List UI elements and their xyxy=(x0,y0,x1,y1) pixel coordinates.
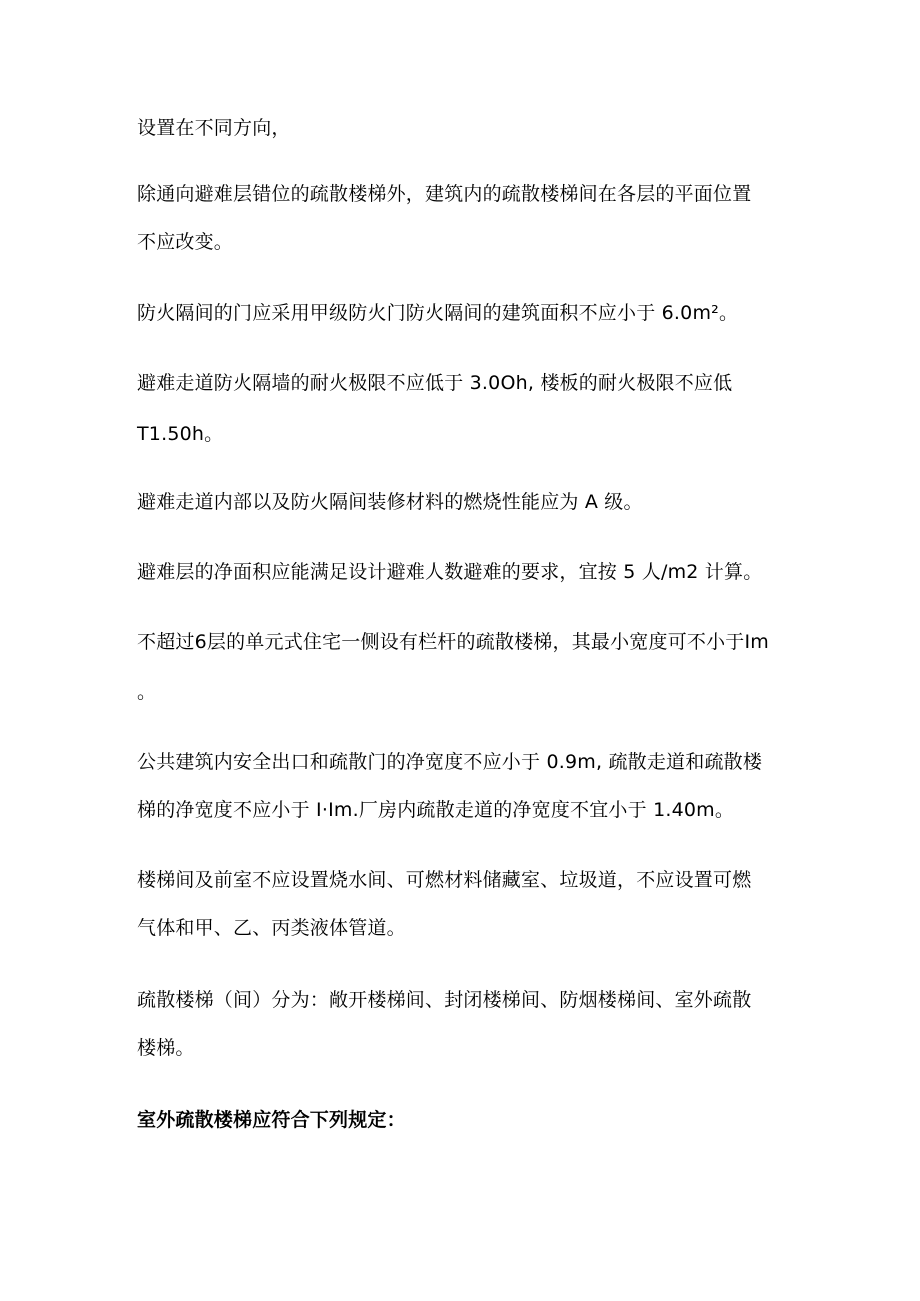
section-heading: 室外疏散楼梯应符合下列规定： xyxy=(137,1109,406,1131)
text-line: 梯的净宽度不应小于 I·Im.厂房内疏散走道的净宽度不宜小于 1.40m。 xyxy=(137,799,735,821)
text-line: 不应改变。 xyxy=(137,231,234,253)
text-line: 避难层的净面积应能满足设计避难人数避难的要求，宜按 5 人/m2 计算。 xyxy=(137,561,763,583)
text-line: 楼梯。 xyxy=(137,1037,195,1059)
text-line: 楼梯间及前室不应设置烧水间、可燃材料储藏室、垃圾道，不应设置可燃 xyxy=(137,869,752,891)
text-line: 避难走道防火隔墙的耐火极限不应低于 3.0Oh, 楼板的耐火极限不应低 xyxy=(137,372,733,394)
text-line: 公共建筑内安全出口和疏散门的净宽度不应小于 0.9m, 疏散走道和疏散楼 xyxy=(137,751,763,773)
text-line: T1.50h。 xyxy=(137,423,224,445)
text-line: 防火隔间的门应采用甲级防火门防火隔间的建筑面积不应小于 6.0m²。 xyxy=(137,302,739,324)
text-line: 设置在不同方向， xyxy=(137,117,291,139)
text-line: 。 xyxy=(137,681,157,703)
text-line: 除通向避难层错位的疏散楼梯外，建筑内的疏散楼梯间在各层的平面位置 xyxy=(137,183,752,205)
text-line: 避难走道内部以及防火隔间装修材料的燃烧性能应为 A 级。 xyxy=(137,491,643,513)
text-line: 疏散楼梯（间）分为：敞开楼梯间、封闭楼梯间、防烟楼梯间、室外疏散 xyxy=(137,989,752,1011)
text-line: 不超过6层的单元式住宅一侧设有栏杆的疏散楼梯，其最小宽度可不小于Im xyxy=(137,631,770,653)
text-line: 气体和甲、乙、丙类液体管道。 xyxy=(137,917,406,939)
